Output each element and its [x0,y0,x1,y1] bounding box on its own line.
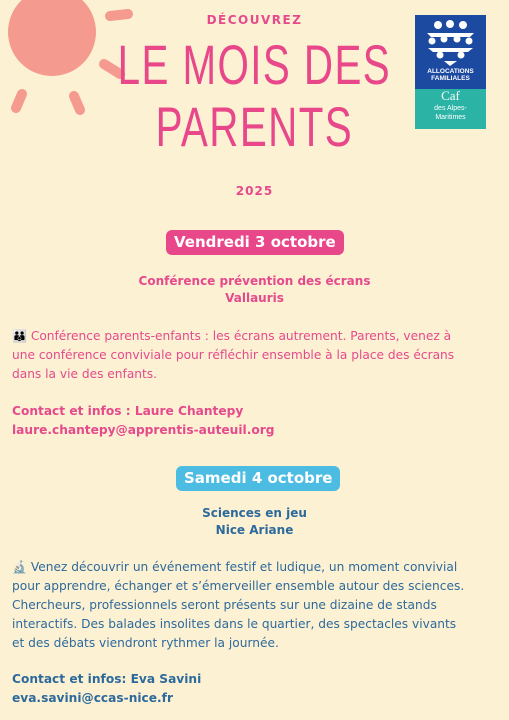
page-title [71,34,437,158]
event2-desc-line-5: et des débats viendront rythmer la journée. [12,636,279,650]
logo-line-2: FAMILIALES [431,75,470,82]
logo-line-1: ALLOCATIONS [427,68,474,75]
year-text: 2025 [235,184,274,198]
event2-name: Sciences en jeu [202,506,307,520]
event1-desc-line-2: une conférence conviviale pour réfléchir ensemble à la place des écrans [12,348,455,362]
family-figures-icon [424,19,477,67]
event2-desc-line-4: interactifs. Des balades insolites dans le quartier, des spectacles vivants [12,617,457,631]
title-line-1: LE MOIS DES [117,33,392,96]
logo-dept-line-1: des Alpes- [434,105,467,112]
event1-email[interactable]: laure.chantepy@apprentis-auteuil.org [12,423,275,437]
family-icon: 👪 [12,329,27,343]
event1-description [12,327,502,384]
event1-date-badge: Vendredi 3 octobre [166,230,344,255]
kicker-text: DÉCOUVREZ [206,13,303,27]
event2-desc-line-3: Chercheurs, professionnels seront présents sur une dizaine de stands [12,598,437,612]
event2-desc-line-2: pour apprendre, échanger et s’émerveiller ensemble autour des sciences. [12,579,465,593]
title-line-2: PARENTS [155,95,354,158]
event2-desc-line-1: Venez découvrir un événement festif et ludique, un moment convivial [30,560,458,574]
event2-email[interactable]: eva.savini@ccas-nice.fr [12,691,173,705]
logo-dept-line-2: Maritimes [435,114,466,121]
event2-date-badge: Samedi 4 octobre [176,466,340,491]
logo-brand: Caf [441,88,460,103]
event1-desc-line-3: dans la vie des enfants. [12,367,158,381]
event1-contact: Contact et infos : Laure Chantepy [12,404,244,418]
event1-desc-line-1: Conférence parents-enfants : les écrans autrement. Parents, venez à [30,329,452,343]
event1-place: Vallauris [225,291,284,305]
microscope-icon: 🔬 [12,560,27,574]
event2-contact: Contact et infos: Eva Savini [12,672,202,686]
event1-name: Conférence prévention des écrans [138,274,371,288]
logo-text [415,68,486,82]
event2-description [12,558,502,653]
caf-logo [415,15,486,129]
event2-place: Nice Ariane [215,523,294,537]
logo-department [415,104,486,122]
